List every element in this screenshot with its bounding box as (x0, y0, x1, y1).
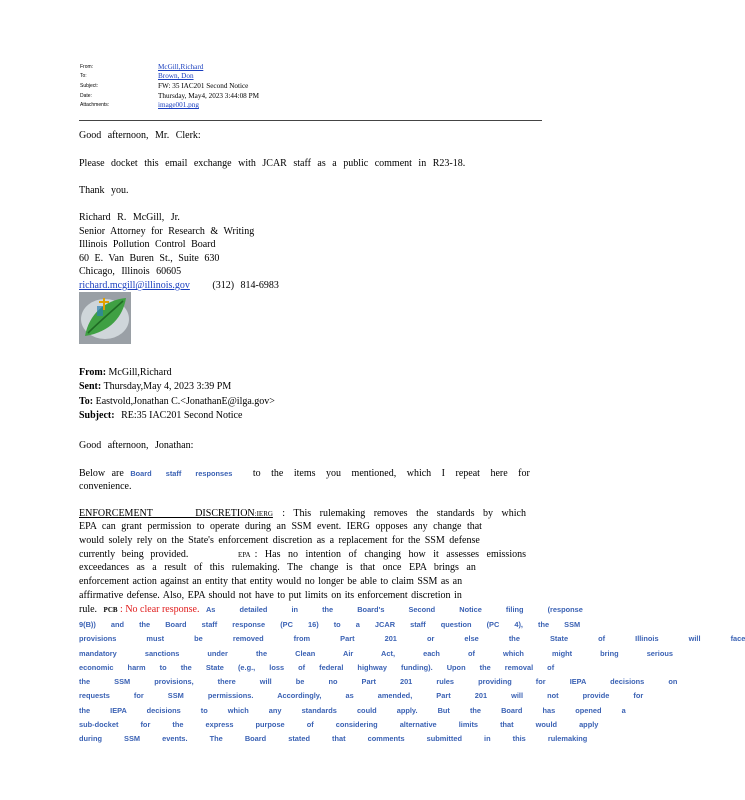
greeting: Good afternoon, Mr. Clerk: (79, 130, 201, 141)
pcb-tag: PCB (103, 606, 118, 614)
date-value: Thursday, May4, 2023 3:44:08 PM (158, 91, 259, 100)
staff-response-line-3: mandatory sanctions under the Clean Air Act, each of which might bring serious (79, 649, 673, 658)
date-label: Date: (80, 92, 92, 99)
enforcement-l4-a: currently being provided. (79, 549, 189, 560)
signature-email-link[interactable]: richard.mcgill@illinois.gov (79, 280, 190, 291)
staff-response-line-8: sub-docket for the express purpose of considering alternative limits that would apply (79, 720, 599, 729)
enforcement-l1-rest: : This rulemaking removes the standards by which (282, 508, 526, 519)
attachments-label: Attachments: (80, 102, 110, 109)
enforcement-line-6: enforcement action against an entity that entity would no longer be able to claim SSM as an (79, 576, 463, 587)
subject-value: FW: 35 IAC201 Second Notice (158, 81, 249, 90)
signature-street: 60 E. Van Buren St., Suite 630 (79, 253, 220, 264)
board-staff-responses: Board staff responses (130, 469, 233, 478)
signature-contact (79, 280, 279, 292)
enforcement-line-1 (79, 508, 526, 520)
fwd-subject-line (79, 410, 242, 422)
fwd-from-line (79, 367, 172, 379)
no-clear-response: : No clear response. (120, 604, 200, 615)
fwd-from-label: From: (79, 367, 107, 378)
staff-response-line-5: the SSM provisions, there will be no Part 201 rules providing for IEPA decisions on (79, 677, 678, 686)
header-date-row (80, 91, 542, 101)
below-text-1: Below are (79, 468, 124, 479)
signature-name: Richard R. McGill, Jr. (79, 212, 180, 223)
fwd-to-line (79, 396, 275, 408)
enforcement-l4-b: : Has no intention of changing how it assesses emissions (254, 549, 526, 560)
enforcement-line-5: exceedances as a result of this rulemaking. The change is that once EPA brings an (79, 562, 476, 573)
enforcement-line-3: would solely rely on the State's enforcement discretion as a replacement for the SSM defense (79, 535, 480, 546)
header-to-row (80, 72, 542, 82)
staff-response-line-2: provisions must be removed from Part 201 or else the State of Illinois will face (79, 634, 745, 643)
to-label: To: (80, 73, 87, 80)
fwd-sent-line (79, 381, 231, 393)
staff-response-line-9: during SSM events. The Board stated that comments submitted in this rulemaking (79, 734, 588, 743)
leaf-logo-icon (79, 292, 131, 344)
header-attachments-row (80, 100, 542, 110)
signature-city: Chicago, Illinois 60605 (79, 266, 182, 277)
to-link[interactable]: Brown, Don (158, 72, 194, 81)
enforcement-heading: ENFORCEMENT DISCRETION (79, 508, 255, 519)
attachment-link[interactable]: image001.png (158, 101, 199, 110)
email-header (80, 62, 542, 110)
header-divider (79, 120, 542, 121)
fwd-subject-label: Subject: (79, 410, 115, 421)
docket-request: Please docket this email exchange with JCAR staff as a public comment in R23-18. (79, 158, 466, 169)
header-from-row (80, 62, 542, 72)
below-text-2: to the items you mentioned, which I repeat here for (252, 468, 530, 479)
from-label: From: (80, 63, 94, 70)
fwd-greeting: Good afternoon, Jonathan: (79, 440, 194, 451)
staff-response-line-0: As detailed in the Board's Second Notice filing (response (205, 605, 583, 614)
staff-response-line-6: requests for SSM permissions. Accordingly, as amended, Part 201 will not provide for (79, 691, 644, 700)
enforcement-line-2: EPA can grant permission to operate during an SSM event. IERG opposes any change that (79, 521, 482, 532)
fwd-to-label: To: (79, 396, 94, 407)
fwd-subject-value: RE:35 IAC201 Second Notice (121, 410, 243, 421)
epa-tag: EPA (238, 551, 251, 559)
fwd-sent-value: Thursday,May 4, 2023 3:39 PM (103, 381, 232, 392)
staff-response-line-4: economic harm to the State (e.g., loss of federal highway funding). Upon the removal of (79, 663, 555, 672)
enforcement-line-7: affirmative defense. Also, EPA should not have to put limits on its enforcement discretion in (79, 590, 462, 601)
ierg-tag: :IERG (254, 510, 273, 518)
staff-response-line-7: the IEPA decisions to which any standards could apply. But the Board has opened a (79, 706, 626, 715)
signature-title: Senior Attorney for Research & Writing (79, 226, 255, 237)
signature-phone: (312) 814-6983 (212, 280, 279, 291)
signature-org: Illinois Pollution Control Board (79, 239, 216, 250)
staff-response-line-1: 9(B)) and the Board staff response (PC 16) to a JCAR staff question (PC 4), the SSM (79, 620, 581, 629)
fwd-from-value: McGill,Richard (108, 367, 172, 378)
fwd-sent-label: Sent: (79, 381, 102, 392)
enforcement-line-8 (79, 604, 583, 616)
header-subject-row (80, 81, 542, 91)
thanks: Thank you. (79, 185, 129, 196)
from-link[interactable]: McGill,Richard (158, 62, 204, 71)
below-text-3: convenience. (79, 481, 132, 492)
fwd-to-value: Eastvold,Jonathan C.<JonathanE@ilga.gov> (95, 396, 275, 407)
enforcement-l8-a: rule. (79, 604, 98, 615)
enforcement-line-4 (79, 549, 526, 561)
subject-label: Subject: (80, 82, 99, 89)
below-line (79, 468, 530, 480)
